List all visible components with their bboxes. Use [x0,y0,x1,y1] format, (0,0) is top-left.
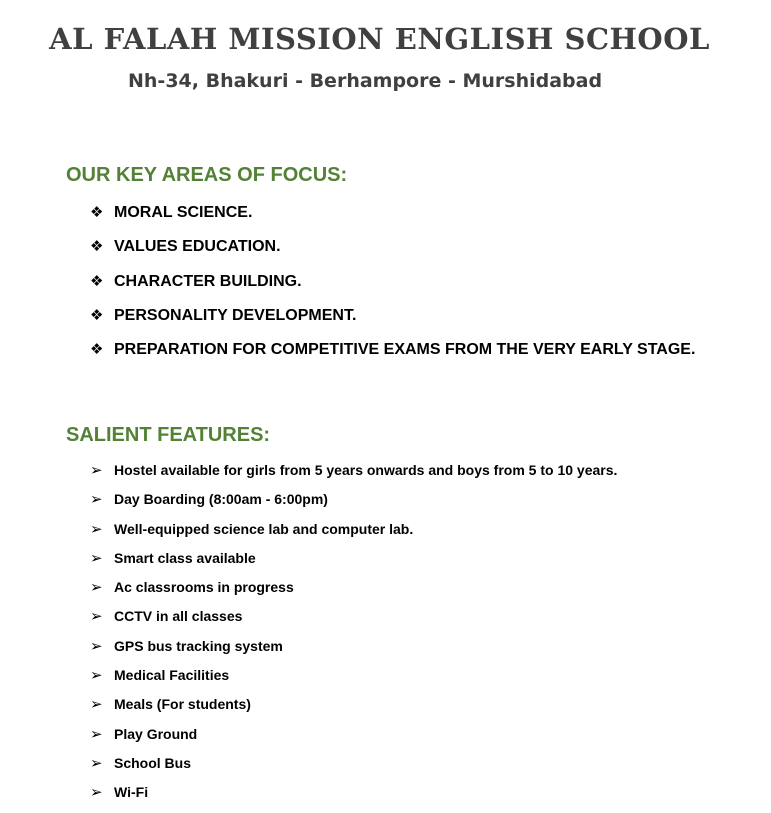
arrowhead-bullet-icon: ➢ [90,578,103,597]
feature-item [90,725,617,754]
feature-item-text: Play Ground [114,725,198,742]
school-name-title: AL FALAH MISSION ENGLISH SCHOOL [49,22,710,56]
feature-item [90,607,617,636]
feature-item-text: Medical Facilities [114,667,230,684]
four-diamond-bullet-icon: ❖ [90,271,104,290]
arrowhead-bullet-icon: ➢ [90,636,103,655]
four-diamond-bullet-icon: ❖ [90,203,104,221]
focus-area-item [90,237,695,271]
arrowhead-bullet-icon: ➢ [90,724,103,743]
feature-item-text: Well-equipped science lab and computer lab. [114,520,414,537]
feature-item [90,783,617,812]
feature-item-text: Hostel available for girls from 5 years onwards and boys from 5 to 10 years. [114,462,618,478]
feature-item-text: Meals (For students) [114,696,251,713]
arrowhead-bullet-icon: ➢ [90,783,103,802]
feature-item-text: Smart class available [114,549,256,566]
focus-areas-heading: OUR KEY AREAS OF FOCUS: [66,164,348,186]
feature-item [90,695,617,724]
arrowhead-bullet-icon: ➢ [90,519,103,538]
feature-item-text: Day Boarding (8:00am - 6:00pm) [114,491,328,508]
arrowhead-bullet-icon: ➢ [90,548,103,567]
arrowhead-bullet-icon: ➢ [90,607,103,626]
feature-item-text: School Bus [114,754,192,771]
focus-area-item-text: PREPARATION FOR COMPETITIVE EXAMS FROM THE VERY EARLY STAGE. [114,341,696,359]
focus-area-item [90,306,695,340]
focus-area-item-text: VALUES EDUCATION. [114,238,281,256]
arrowhead-bullet-icon: ➢ [90,666,103,685]
arrowhead-bullet-icon: ➢ [90,695,103,714]
feature-item-text: GPS bus tracking system [114,637,283,654]
focus-area-item [90,272,695,306]
feature-item-text: Ac classrooms in progress [114,579,294,596]
focus-area-item-text: CHARACTER BUILDING. [114,272,302,290]
feature-item [90,666,617,695]
feature-item [90,520,617,549]
focus-areas-list [90,203,695,374]
feature-item [90,490,617,519]
arrowhead-bullet-icon: ➢ [90,490,103,509]
feature-item [90,549,617,578]
feature-item-text: Wi-Fi [114,784,149,801]
focus-area-item [90,340,695,374]
school-address: Nh-34, Bhakuri - Berhampore - Murshidabad [128,70,603,92]
four-diamond-bullet-icon: ❖ [90,340,104,359]
salient-features-list [90,461,617,813]
focus-area-item-text: PERSONALITY DEVELOPMENT. [114,306,357,324]
feature-item [90,637,617,666]
salient-features-heading: SALIENT FEATURES: [66,424,271,446]
feature-item [90,578,617,607]
four-diamond-bullet-icon: ❖ [90,237,104,256]
four-diamond-bullet-icon: ❖ [90,305,104,324]
feature-item [90,754,617,783]
arrowhead-bullet-icon: ➢ [90,753,103,772]
arrowhead-bullet-icon: ➢ [90,461,103,479]
feature-item [90,461,617,490]
feature-item-text: CCTV in all classes [114,608,243,625]
focus-area-item-text: MORAL SCIENCE. [114,204,253,221]
focus-area-item [90,203,695,237]
